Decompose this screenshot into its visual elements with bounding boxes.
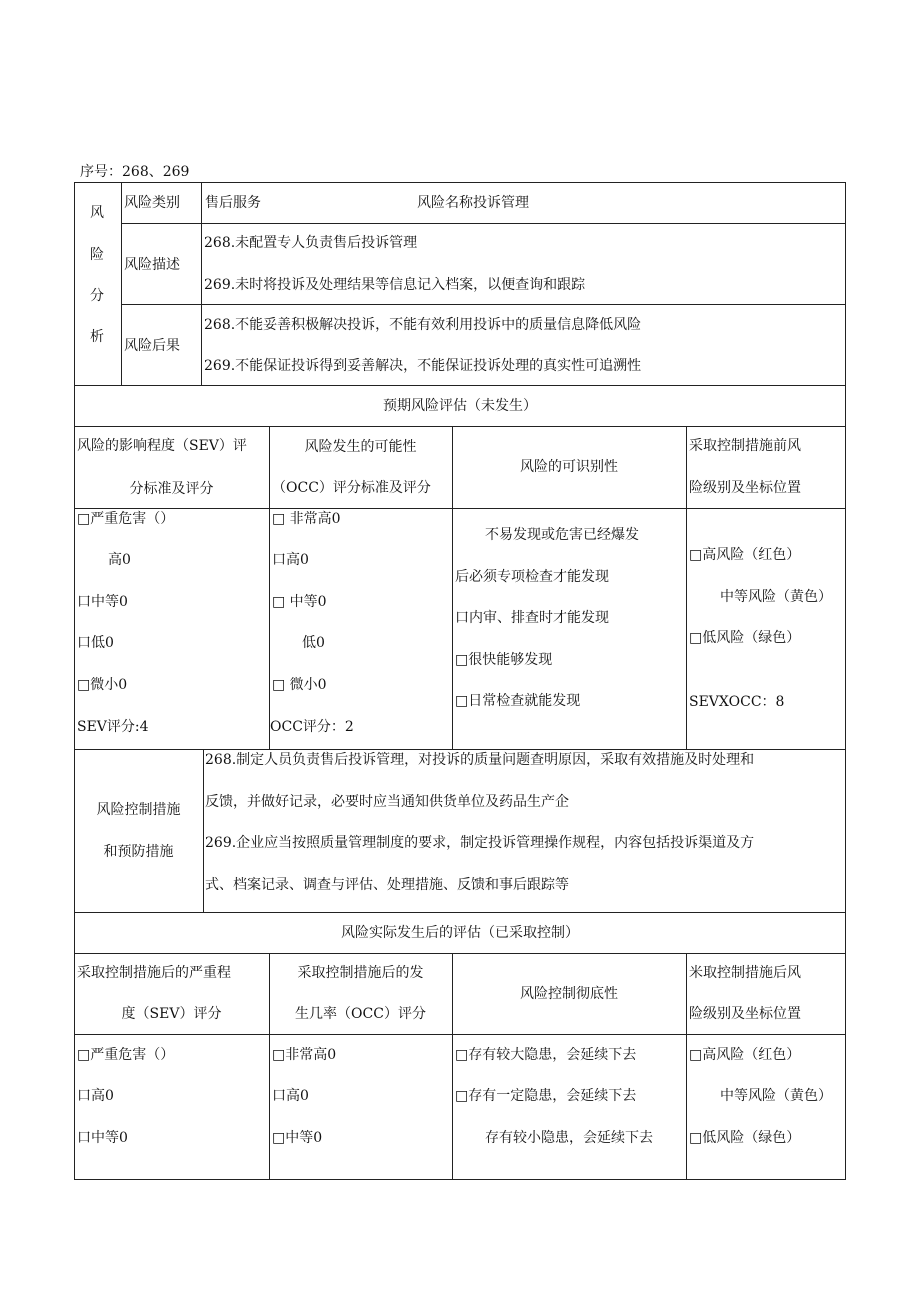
expected-det-option: 口内审、排查时才能发现 xyxy=(455,610,609,626)
actual-sev-option: 口中等0 xyxy=(77,1130,128,1146)
control-label: 和预防措施 xyxy=(103,844,174,860)
actual-level-header: 米取控制措施后风 xyxy=(689,965,801,981)
category-label: 风险类别 xyxy=(124,195,180,211)
expected-occ-score: OCC评分：2 xyxy=(270,719,354,735)
expected-occ-option: □ 中等0 xyxy=(272,594,327,610)
expected-occ-header: 风险发生的可能性 xyxy=(304,439,417,455)
expected-level-header: 采取控制措施前风 xyxy=(689,438,801,454)
expected-occ-header: （OCC）评分标准及评分 xyxy=(272,480,431,496)
expected-sev-option: 口中等0 xyxy=(77,594,128,610)
expected-sev-header: 风险的影响程度（SEV）评 xyxy=(77,438,247,454)
expected-sev-option: □严重危害（） xyxy=(77,511,175,527)
expected-level-option: □高风险（红色） xyxy=(689,547,801,563)
expected-sev-score: SEV评分:4 xyxy=(77,719,149,735)
expected-level-option: 中等风险（黄色） xyxy=(720,589,832,605)
actual-det-header: 风险控制彻底性 xyxy=(520,986,618,1002)
actual-occ-option: □非常高0 xyxy=(272,1047,337,1063)
risk-name: 风险名称投诉管理 xyxy=(417,195,529,211)
category-value: 售后服务 xyxy=(205,195,261,211)
expected-level-option: □低风险（绿色） xyxy=(689,630,801,646)
actual-sev-header: 采取控制措施后的严重程 xyxy=(77,965,231,981)
expected-occ-option: 低0 xyxy=(302,635,325,651)
description-line: 268.未配置专人负责售后投诉管理 xyxy=(204,235,418,251)
actual-sev-header: 度（SEV）评分 xyxy=(121,1006,222,1022)
expected-sev-option: □微小0 xyxy=(77,677,128,693)
expected-level-header: 险级别及坐标位置 xyxy=(689,480,801,496)
actual-level-option: 中等风险（黄色） xyxy=(720,1088,832,1104)
control-line: 反馈，并做好记录，必要时应当通知供货单位及药品生产企 xyxy=(205,794,569,810)
expected-det-header: 风险的可识别性 xyxy=(520,459,618,475)
consequence-line: 268.不能妥善积极解决投诉，不能有效利用投诉中的质量信息降低风险 xyxy=(204,317,642,333)
section-char: 析 xyxy=(90,329,104,345)
actual-det-option: □存有一定隐患，会延续下去 xyxy=(455,1088,637,1104)
actual-occ-option: □中等0 xyxy=(272,1130,323,1146)
serial-number: 序号：268、269 xyxy=(80,164,190,180)
actual-occ-header: 采取控制措施后的发 xyxy=(297,965,424,981)
consequence-line: 269.不能保证投诉得到妥善解决，不能保证投诉处理的真实性可追溯性 xyxy=(204,358,642,374)
expected-occ-option: □ 微小0 xyxy=(272,677,327,693)
expected-title: 预期风险评估（未发生） xyxy=(383,398,537,414)
expected-det-option: □很快能够发现 xyxy=(455,652,553,668)
actual-title: 风险实际发生后的评估（已采取控制） xyxy=(341,925,579,941)
expected-det-option: 不易发现或危害已经爆发 xyxy=(485,527,639,543)
expected-sev-option: 口低0 xyxy=(77,635,114,651)
expected-sev-header: 分标准及评分 xyxy=(129,481,214,497)
actual-det-option: □存有较大隐患，会延续下去 xyxy=(455,1047,637,1063)
expected-occ-option: 口高0 xyxy=(272,552,309,568)
section-char: 风 xyxy=(90,205,104,221)
expected-occ-option: □ 非常高0 xyxy=(272,511,341,527)
control-line: 268.制定人员负责售后投诉管理，对投诉的质量问题查明原因，采取有效措施及时处理和 xyxy=(205,752,755,768)
actual-det-option: 存有较小隐患，会延续下去 xyxy=(485,1130,653,1146)
expected-level-score: SEVXOCC：8 xyxy=(689,694,785,710)
control-line: 式、档案记录、调查与评估、处理措施、反馈和事后跟踪等 xyxy=(205,877,569,893)
section-char: 险 xyxy=(90,247,104,263)
description-line: 269.未时将投诉及处理结果等信息记入档案，以便查询和跟踪 xyxy=(204,277,586,293)
control-label: 风险控制措施 xyxy=(96,802,181,818)
section-char: 分 xyxy=(90,288,104,304)
expected-det-option: 后必须专项检查才能发现 xyxy=(455,569,609,585)
actual-occ-option: 口高0 xyxy=(272,1088,309,1104)
actual-level-header: 险级别及坐标位置 xyxy=(689,1006,801,1022)
actual-sev-option: □严重危害（） xyxy=(77,1047,175,1063)
consequence-label: 风险后果 xyxy=(124,338,180,354)
description-label: 风险描述 xyxy=(124,257,180,273)
expected-sev-option: 高0 xyxy=(108,552,131,568)
actual-level-option: □低风险（绿色） xyxy=(689,1130,801,1146)
actual-sev-option: 口高0 xyxy=(77,1088,114,1104)
expected-det-option: □日常检查就能发现 xyxy=(455,693,581,709)
actual-level-option: □高风险（红色） xyxy=(689,1047,801,1063)
actual-occ-header: 生几率（OCC）评分 xyxy=(295,1006,426,1022)
control-line: 269.企业应当按照质量管理制度的要求，制定投诉管理操作规程，内容包括投诉渠道及方 xyxy=(205,835,755,851)
